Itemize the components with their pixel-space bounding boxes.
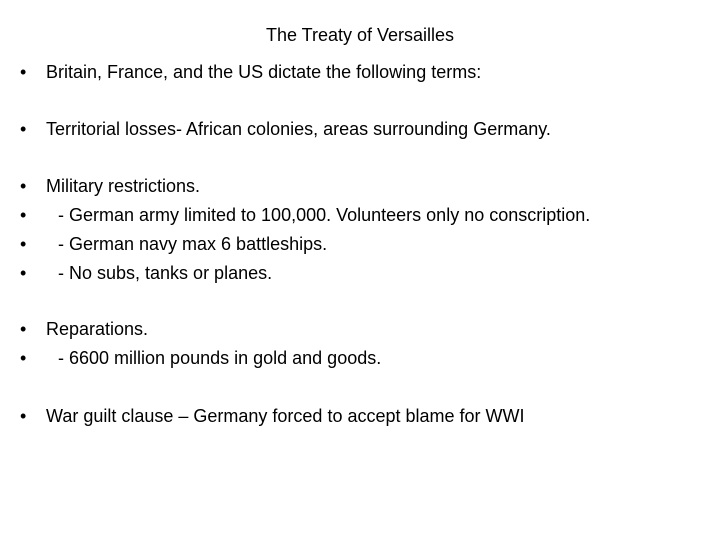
bullet-item [20, 61, 481, 83]
bullet-marker: • [20, 176, 27, 196]
bullet-text: - German army limited to 100,000. Volunteers only no conscription. [58, 205, 591, 225]
bullet-item [20, 175, 200, 197]
bullet-text: - No subs, tanks or planes. [58, 263, 273, 283]
bullet-item [20, 204, 590, 226]
bullet-marker: • [20, 406, 27, 426]
bullet-item [20, 262, 272, 284]
slide-title: The Treaty of Versailles [265, 25, 455, 45]
bullet-marker: • [20, 234, 27, 254]
bullet-item [20, 347, 381, 369]
bullet-item [20, 318, 148, 340]
bullet-text: Military restrictions. [46, 176, 201, 196]
bullet-item [20, 233, 327, 255]
bullet-marker: • [20, 205, 27, 225]
bullet-item [20, 405, 525, 427]
bullet-marker: • [20, 62, 27, 82]
bullet-text: War guilt clause – Germany forced to accept blame for WWI [46, 406, 525, 426]
bullet-text: - 6600 million pounds in gold and goods. [58, 348, 382, 368]
bullet-item [20, 118, 551, 140]
bullet-marker: • [20, 348, 27, 368]
bullet-text: Territorial losses- African colonies, areas surrounding Germany. [46, 119, 551, 139]
bullet-marker: • [20, 119, 27, 139]
bullet-text: Britain, France, and the US dictate the following terms: [46, 62, 482, 82]
bullet-text: - German navy max 6 battleships. [58, 234, 328, 254]
bullet-text: Reparations. [46, 319, 149, 339]
bullet-marker: • [20, 319, 27, 339]
bullet-marker: • [20, 263, 27, 283]
